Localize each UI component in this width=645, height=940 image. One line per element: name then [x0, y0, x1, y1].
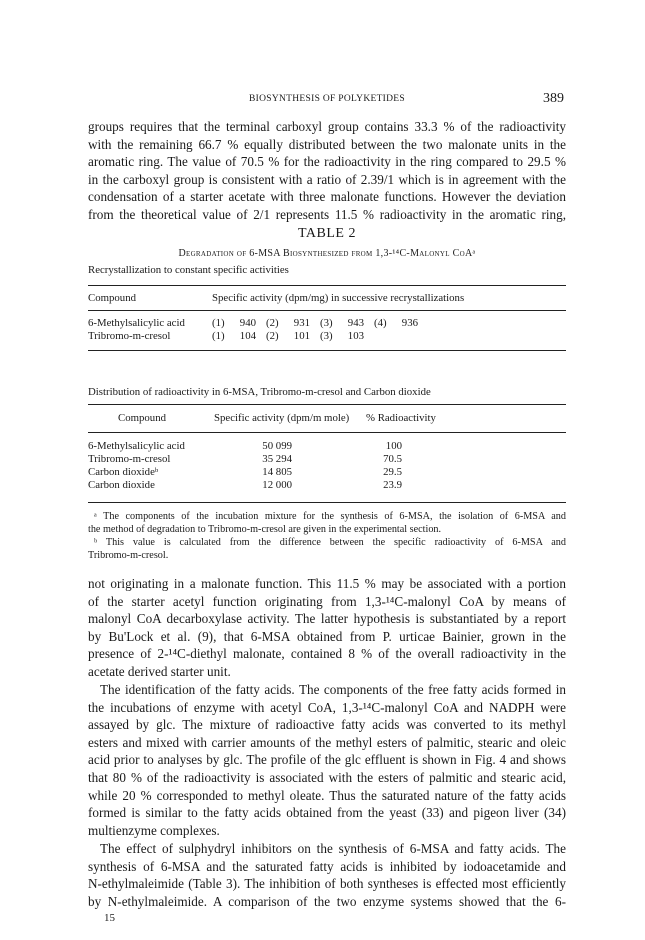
text-line: aromatic ring. The value of 70.5 % for the radioactivity in the ring compared to 29.5 %	[88, 154, 566, 170]
table-cell-value: 101	[293, 330, 310, 342]
table-cell-compound: 6-Methylsalicylic acid	[88, 440, 185, 452]
table-cell-compound: Tribromo-m-cresol	[88, 330, 171, 342]
text-line: The effect of sulphydryl inhibitors on the synthesis of 6-MSA and fatty acids. The	[100, 841, 566, 856]
text-line: esters and mixed with carrier amounts of the methyl esters of palmitic, stearic and oleic	[88, 734, 566, 750]
table-part2-title: Distribution of radioactivity in 6-MSA, Tribromo-m-cresol and Carbon dioxide	[88, 386, 431, 398]
table-cell-index: (2)	[266, 330, 279, 342]
table-cell-value: 943	[347, 317, 364, 329]
text-line: assayed by glc. The mixture of radioactive fatty acids was converted to its methyl	[88, 717, 566, 733]
table-rule	[88, 310, 566, 311]
table-subcaption: Recrystallization to constant specific activities	[88, 264, 289, 276]
table-rule	[88, 502, 566, 503]
running-head	[88, 91, 566, 109]
text-line: condensation of a starter acetate with three malonate functions. However the deviation	[88, 189, 566, 205]
footnote-line: ᵃ The components of the incubation mixture for the synthesis of 6-MSA, the isolation of 6-MSA and	[94, 511, 566, 522]
table-cell-value: 940	[239, 317, 256, 329]
table-rule	[88, 404, 566, 405]
table-rule	[88, 432, 566, 433]
text-line: The identification of the fatty acids. The components of the free fatty acids formed in	[100, 682, 566, 697]
text-line: in the carboxyl group is consistent with a ratio of 2.39/1 which is in agreement with the	[88, 171, 566, 187]
text-line: by Bu'Lock et al. (9), that 6-MSA obtained from P. urticae Bainier, grown in the	[88, 628, 566, 644]
table-cell-radioactivity: 100	[385, 440, 402, 452]
table-cell-radioactivity: 70.5	[383, 453, 402, 465]
table-cell-value: 104	[239, 330, 256, 342]
table-rule	[88, 285, 566, 286]
text-line: not originating in a malonate function. This 11.5 % may be associated with a portion	[88, 576, 566, 591]
table-cell-activity: 12 000	[262, 479, 292, 491]
table-cell-index: (1)	[212, 317, 225, 329]
table-cell-value: 103	[347, 330, 364, 342]
table-footnotes	[88, 510, 566, 562]
table-cell-radioactivity: 23.9	[383, 479, 402, 491]
table-cell-compound: Carbon dioxide	[88, 479, 155, 491]
paragraph-4	[88, 840, 566, 910]
text-line: by N-ethylmaleimide. A comparison of the two enzyme systems showed that the 6-	[88, 893, 566, 909]
text-line: that 80 % of the radioactivity is associated with the esters of palmitic and stearic acid,	[88, 769, 566, 785]
table-cell-activity: 14 805	[262, 466, 292, 478]
text-line: groups requires that the terminal carboxyl group contains 33.3 % of the radioactivity	[88, 119, 566, 134]
paragraph-2	[88, 575, 566, 681]
table-cell-compound: Tribromo-m-cresol	[88, 453, 171, 465]
footnote-line: Tribromo-m-cresol.	[88, 550, 169, 561]
text-line: from the theoretical value of 2/1 represents 11.5 % radioactivity in the aromatic ring,	[88, 206, 566, 222]
running-title: BIOSYNTHESIS OF POLYKETIDES	[249, 94, 405, 104]
text-line: acetate derived starter unit.	[88, 663, 231, 679]
footnote-line: ᵇ This value is calculated from the difference between the specific radioactivity of 6-MSA and	[94, 537, 566, 548]
table-cell-value: 931	[293, 317, 310, 329]
text-line: while 20 % corresponded to methyl oleate. Thus the saturated nature of the fatty acids	[88, 787, 566, 803]
column-header-compound: Compound	[88, 292, 136, 304]
column-header-activity: Specific activity (dpm/m mole)	[214, 412, 350, 424]
column-header-radioactivity: % Radioactivity	[366, 412, 436, 424]
table-title: TABLE 2	[298, 226, 356, 241]
table-cell-index: (4)	[374, 317, 387, 329]
table-rule	[88, 350, 566, 351]
column-header-activity: Specific activity (dpm/mg) in successive recrystallizations	[212, 292, 465, 304]
table-cell-value: 936	[401, 317, 418, 329]
text-line: of the starter acetyl function originating from 1,3-¹⁴C-malonyl CoA by means of	[88, 593, 566, 609]
text-line: N-ethylmaleimide (Table 3). The inhibition of both syntheses is effected most efficiently	[88, 876, 566, 892]
table-cell-activity: 35 294	[262, 453, 292, 465]
table-cell-index: (3)	[320, 330, 333, 342]
paragraph-3	[88, 681, 566, 839]
table-cell-compound: 6-Methylsalicylic acid	[88, 317, 185, 329]
column-header-compound: Compound	[118, 412, 166, 424]
footnote-line: the method of degradation to Tribromo-m-cresol are given in the experimental section.	[88, 524, 442, 535]
table-cell-radioactivity: 29.5	[383, 466, 402, 478]
table-cell-index: (3)	[320, 317, 333, 329]
text-line: with the remaining 66.7 % equally distributed between the two malonate units in the	[88, 136, 566, 152]
text-line: synthesis of 6-MSA and the saturated fatty acids is inhibited by iodoacetamide and	[88, 858, 566, 874]
text-line: formed is similar to the fatty acids obtained from the yeast (33) and pigeon liver (34)	[88, 805, 566, 821]
table-cell-index: (1)	[212, 330, 225, 342]
text-line: multienzyme complexes.	[88, 822, 220, 838]
text-line: presence of 2-¹⁴C-diethyl malonate, contained 8 % of the overall radioactivity in the	[88, 646, 566, 662]
page-number: 389	[543, 91, 564, 106]
text-line: malonyl CoA decarboxylase activity. The latter hypothesis is substantiated by a report	[88, 611, 566, 627]
text-line: acid prior to analyses by glc. The profile of the glc effluent is shown in Fig. 4 and shows	[88, 752, 566, 768]
table-cell-activity: 50 099	[262, 440, 292, 452]
paragraph-1	[88, 118, 566, 224]
table-caption: Degradation of 6-MSA Biosynthesized from 1,3-¹⁴C-Malonyl CoAᵃ	[178, 248, 476, 259]
table-cell-index: (2)	[266, 317, 279, 329]
text-line: the incubations of enzyme with acetyl CoA, 1,3-¹⁴C-malonyl CoA and NADPH were	[88, 699, 566, 715]
signature-mark: 15	[104, 912, 115, 924]
table-cell-compound: Carbon dioxideᵇ	[88, 466, 159, 478]
